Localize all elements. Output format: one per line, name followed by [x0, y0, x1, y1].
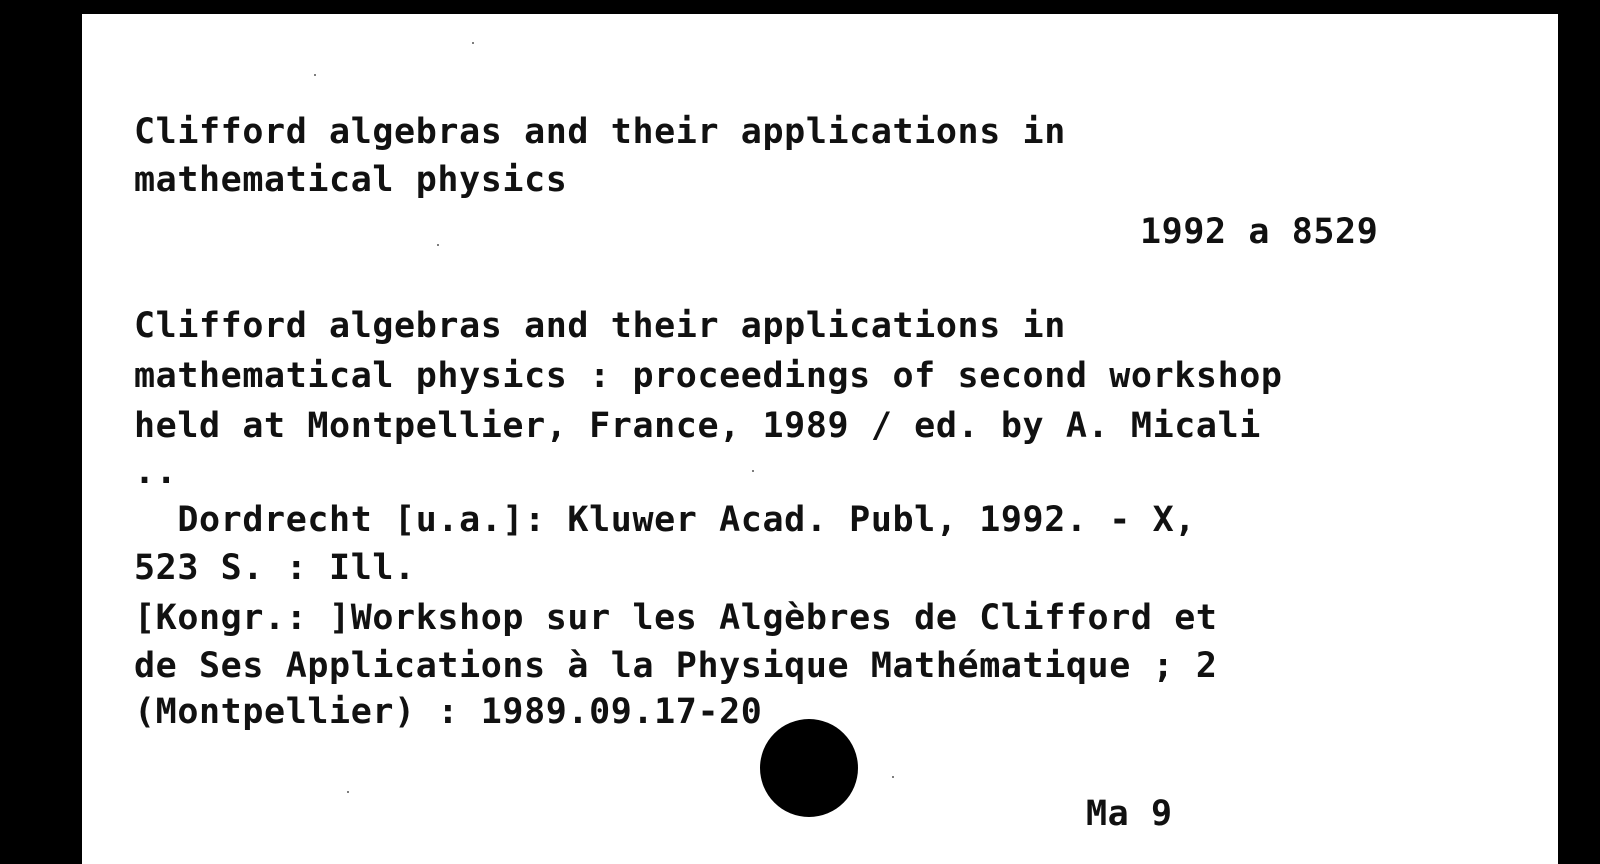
description-line-3: held at Montpellier, France, 1989 / ed. by A. Micali: [134, 406, 1261, 446]
imprint-line-1: Dordrecht [u.a.]: Kluwer Acad. Publ, 1992. - X,: [134, 500, 1196, 540]
scan-speck: [472, 42, 474, 44]
shelfmark: 1992 a 8529: [1140, 212, 1379, 252]
scan-speck: [752, 470, 754, 472]
congress-note-line-1: [Kongr.: ]Workshop sur les Algèbres de Clifford et: [134, 598, 1218, 638]
scan-speck: [437, 244, 439, 246]
description-line-2: mathematical physics : proceedings of second workshop: [134, 356, 1283, 396]
description-line-4: ..: [134, 452, 178, 492]
heading-title-line-1: Clifford algebras and their applications in: [134, 112, 1066, 152]
scan-speck: [892, 776, 894, 778]
congress-note-line-3: (Montpellier) : 1989.09.17-20: [134, 692, 763, 732]
imprint-line-2: 523 S. : Ill.: [134, 548, 416, 588]
catalog-card: [82, 14, 1558, 864]
description-line-1: Clifford algebras and their applications in: [134, 306, 1066, 346]
scan-speck: [314, 74, 316, 76]
punch-hole: [760, 719, 858, 817]
heading-title-line-2: mathematical physics: [134, 160, 568, 200]
location-code: Ma 9: [1086, 794, 1173, 834]
scan-speck: [347, 791, 349, 793]
congress-note-line-2: de Ses Applications à la Physique Mathématique ; 2: [134, 646, 1218, 686]
